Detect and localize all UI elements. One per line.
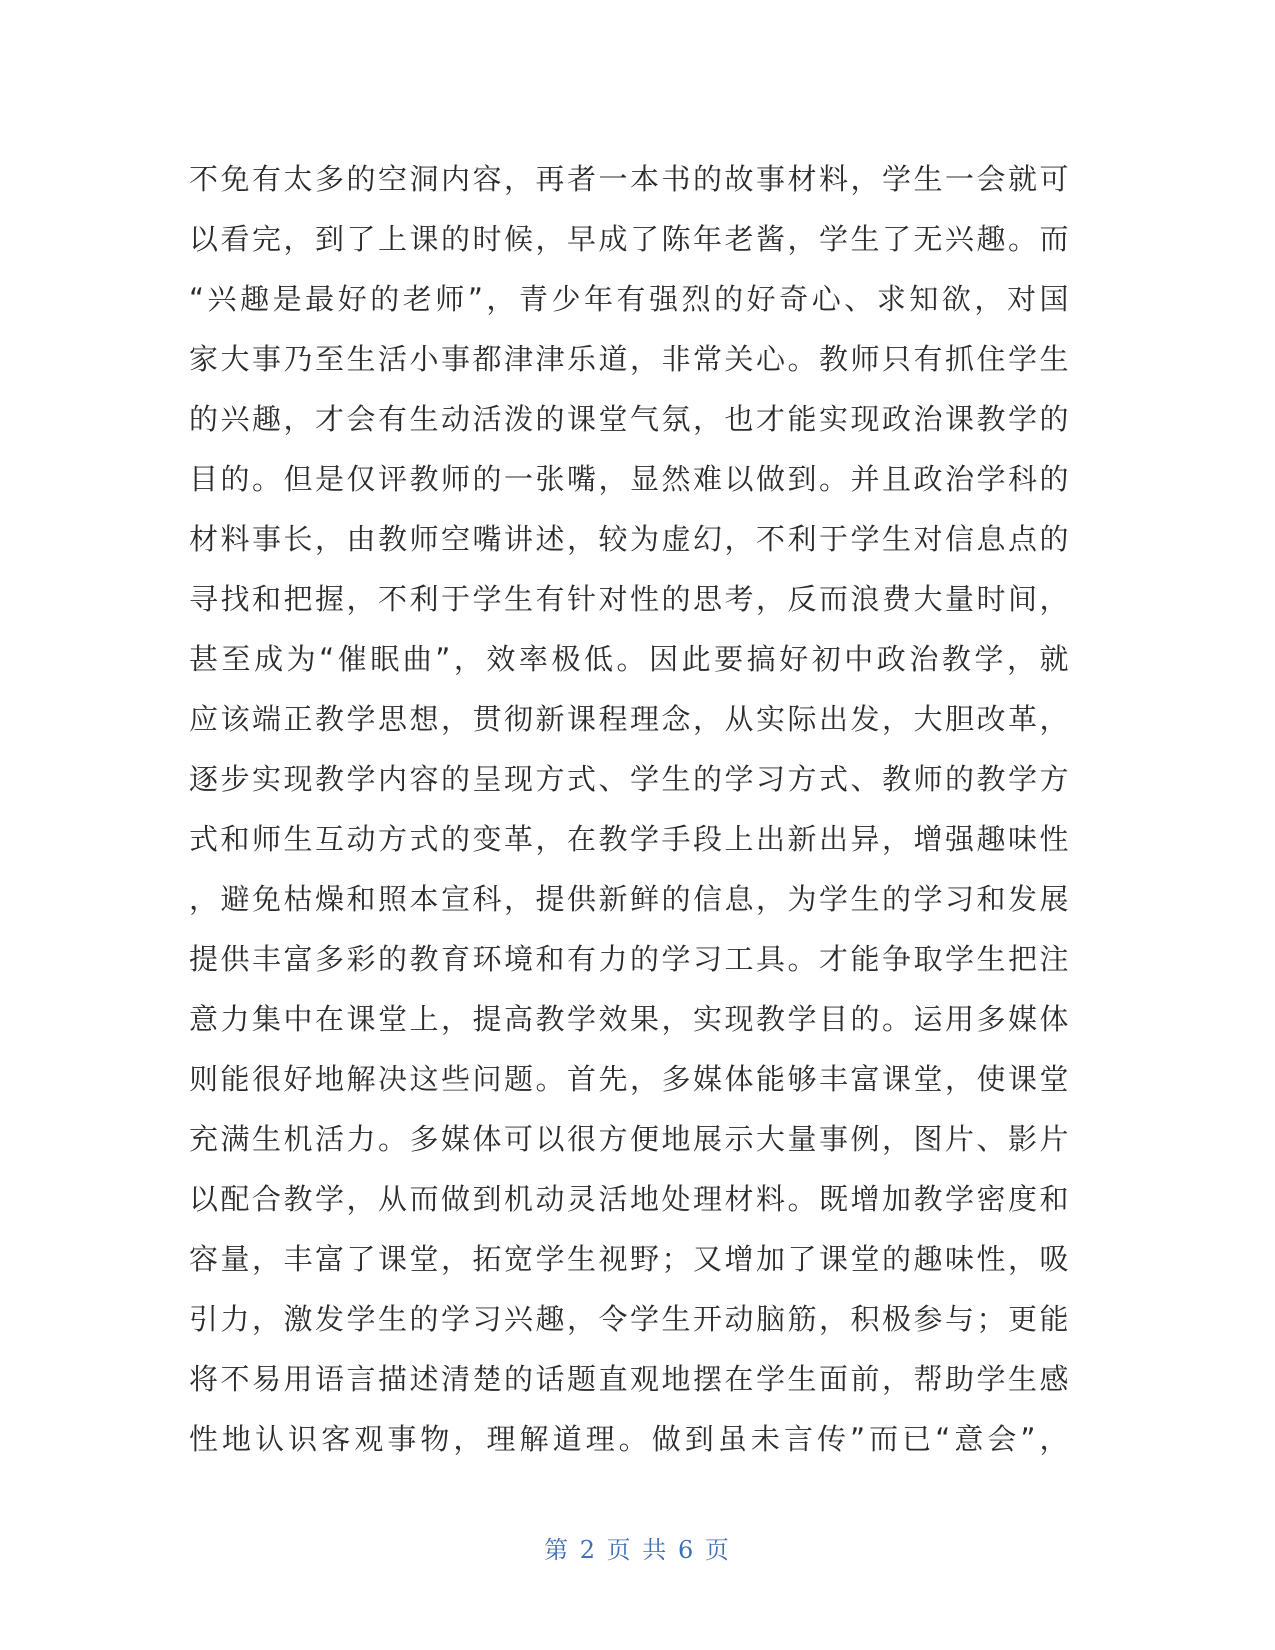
text-line: “兴趣是最好的老师”，青少年有强烈的好奇心、求知欲，对国 <box>189 282 1069 316</box>
page-number-footer: 第 2 页 共 6 页 <box>544 1536 731 1564</box>
text-line: 材料事长，由教师空嘴讲述，较为虚幻，不利于学生对信息点的 <box>189 522 1069 556</box>
text-line: 以看完，到了上课的时候，早成了陈年老酱，学生了无兴趣。而 <box>189 222 1069 256</box>
text-line: 寻找和把握，不利于学生有针对性的思考，反而浪费大量时间， <box>189 582 1069 616</box>
text-line: 逐步实现教学内容的呈现方式、学生的学习方式、教师的教学方 <box>189 762 1069 796</box>
text-line: 应该端正教学思想，贯彻新课程理念，从实际出发，大胆改革， <box>189 702 1069 736</box>
text-line: 家大事乃至生活小事都津津乐道，非常关心。教师只有抓住学生 <box>189 342 1069 376</box>
text-line: 不免有太多的空洞内容，再者一本书的故事材料，学生一会就可 <box>189 162 1069 196</box>
text-line: 目的。但是仅评教师的一张嘴，显然难以做到。并且政治学科的 <box>189 462 1069 496</box>
text-line: 容量，丰富了课堂，拓宽学生视野；又增加了课堂的趣味性，吸 <box>189 1242 1069 1276</box>
text-line: 充满生机活力。多媒体可以很方便地展示大量事例，图片、影片 <box>189 1122 1069 1156</box>
text-line: 甚至成为“催眠曲”，效率极低。因此要搞好初中政治教学，就 <box>189 642 1069 676</box>
text-line: ，避免枯燥和照本宣科，提供新鲜的信息，为学生的学习和发展 <box>189 882 1069 916</box>
text-line: 意力集中在课堂上，提高教学效果，实现教学目的。运用多媒体 <box>189 1002 1069 1036</box>
text-line: 引力，激发学生的学习兴趣，令学生开动脑筋，积极参与；更能 <box>189 1302 1069 1336</box>
body-text <box>189 149 1069 1469</box>
text-line: 则能很好地解决这些问题。首先，多媒体能够丰富课堂，使课堂 <box>189 1062 1069 1096</box>
text-line: 以配合教学，从而做到机动灵活地处理材料。既增加教学密度和 <box>189 1182 1069 1216</box>
text-line: 式和师生互动方式的变革，在教学手段上出新出异，增强趣味性 <box>189 822 1069 856</box>
text-line: 将不易用语言描述清楚的话题直观地摆在学生面前，帮助学生感 <box>189 1362 1069 1396</box>
text-line: 的兴趣，才会有生动活泼的课堂气氛，也才能实现政治课教学的 <box>189 402 1069 436</box>
text-line: 提供丰富多彩的教育环境和有力的学习工具。才能争取学生把注 <box>189 942 1069 976</box>
text-line: 性地认识客观事物，理解道理。做到虽未言传”而已“意会”， <box>189 1422 1069 1456</box>
